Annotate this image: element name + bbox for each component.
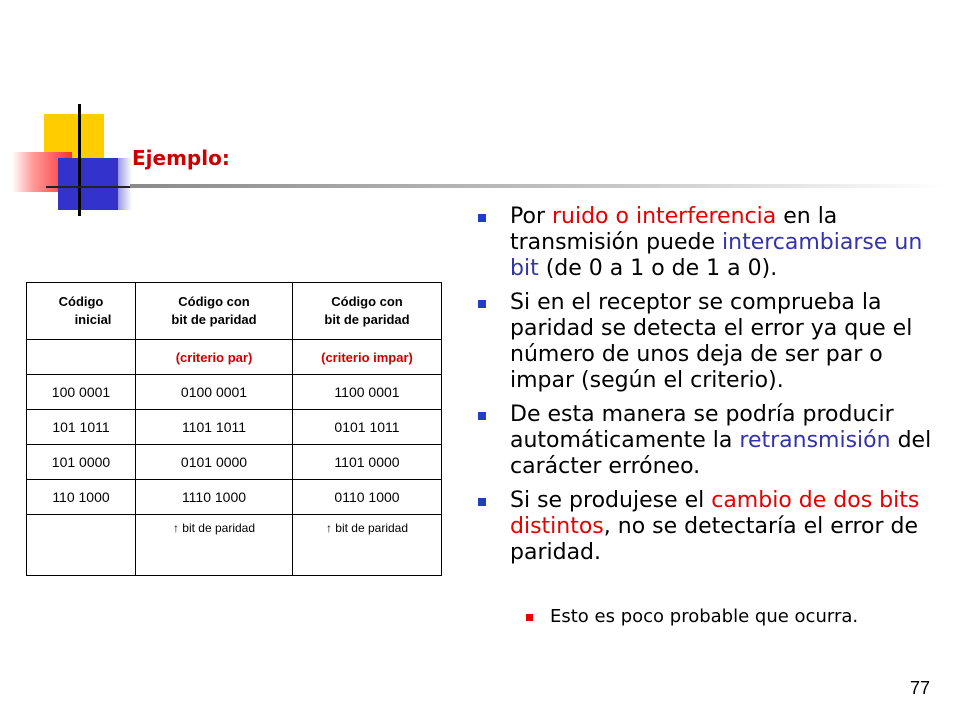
table-row [27,375,442,410]
table-cell: 1101 0000 [293,445,442,480]
bullet-item [470,488,948,566]
criteria-row [27,340,442,375]
criteria-cell: (criterio impar) [293,340,442,375]
header-line: Código con [331,294,403,309]
table-row [27,445,442,480]
title-underline [130,184,945,188]
table-cell: 0110 1000 [293,480,442,515]
header-line: bit de paridad [324,312,410,327]
table-cell: 101 1011 [27,410,136,445]
criteria-cell: (criterio par) [136,340,293,375]
table-cell: 100 0001 [27,375,136,410]
table-cell: 0101 0000 [136,445,293,480]
bullet-text: De esta manera se podría producir automáticamente la [510,402,894,453]
header-line: Código [58,294,104,309]
footer-row [27,515,442,576]
table-row [27,480,442,515]
bullet-text: Si se produjese el [510,488,712,513]
highlight-red: ruido o interferencia [551,204,777,229]
table-cell: 110 1000 [27,480,136,515]
table-cell: 1100 0001 [293,375,442,410]
table-cell: 1110 1000 [136,480,293,515]
highlight-blue: intercambiarse un bit [510,230,923,281]
footer-cell: ↑ bit de paridad [293,515,442,576]
criteria-cell [27,340,136,375]
header-cell-even [136,283,293,340]
header-line: bit de paridad [171,312,257,327]
table-cell: 101 0000 [27,445,136,480]
logo-blue-fade [104,158,132,210]
header-line: Código con [178,294,250,309]
slide-logo [0,0,140,230]
header-cell-odd [293,283,442,340]
bullet-text: , no se detectaría el error de paridad. [510,514,919,565]
bullet-text: Si en el receptor se comprueba la paridad se detecta el error ya que el número de unos deja de ser par o impar (según el criterio). [510,290,913,393]
bullet-text: del carácter erróneo. [510,428,932,479]
bullet-text: (de 0 a 1 o de 1 a 0). [538,256,778,281]
bullet-item [470,402,948,480]
header-cell-initial [27,283,136,340]
bullet-list [470,204,948,574]
page-number: 77 [909,678,930,698]
table-cell: 1101 1011 [136,410,293,445]
footer-cell: ↑ bit de paridad [136,515,293,576]
parity-table [26,282,442,576]
bullet-item [470,204,948,282]
table-header-row [27,283,442,340]
table-row [27,410,442,445]
bullet-text: en la transmisión puede [510,204,838,255]
slide-title: Ejemplo: [132,146,230,170]
logo-vertical-line [78,104,81,216]
highlight-blue: retransmisión [739,428,891,453]
table-cell: 0101 1011 [293,410,442,445]
header-line: inicial [74,312,112,327]
bullet-text: Por [510,204,552,229]
footer-cell [27,515,136,576]
sub-bullet: Esto es poco probable que ocurra. [518,606,858,627]
table-cell: 0100 0001 [136,375,293,410]
bullet-item [470,290,948,394]
highlight-red: cambio de dos bits distintos [510,488,920,539]
